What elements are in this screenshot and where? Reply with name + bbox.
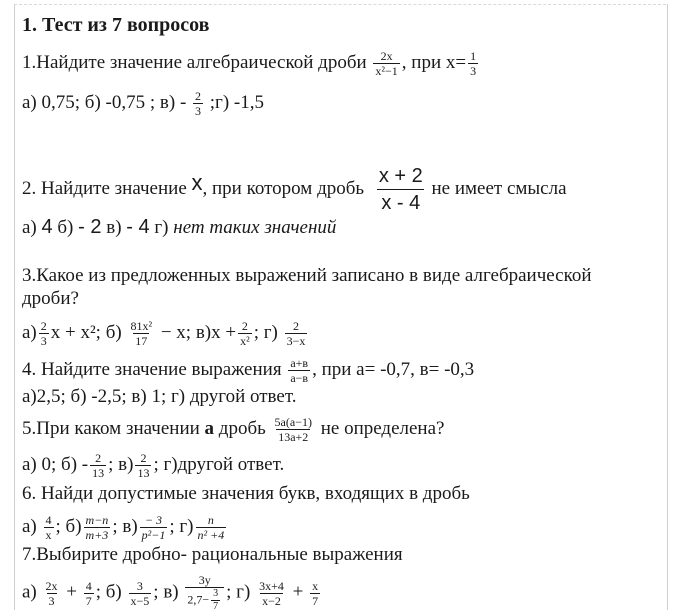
question-5 — [22, 416, 444, 443]
q2-frac-den: x - 4 — [377, 189, 424, 213]
q3-a-label: а) — [22, 321, 37, 343]
q1-answer-fraction — [193, 90, 203, 117]
q6-d-fraction — [196, 514, 227, 541]
q3-d-den: 3−x — [286, 334, 306, 348]
q3-c-den: x² — [240, 334, 250, 348]
q1-x-den: 3 — [470, 64, 477, 78]
q2-c-label: в) — [106, 217, 122, 238]
q7-c-den — [185, 587, 224, 612]
q3-a-fraction — [39, 320, 49, 347]
q5-frac-num: 5a(a−1) — [274, 415, 312, 429]
q5-end: не определена? — [320, 417, 445, 439]
q7-b-den: x−5 — [130, 593, 150, 608]
q5-c-den: 13 — [137, 466, 150, 480]
q4-text: 4. Найдите значение выражения — [22, 358, 282, 380]
q6-c-den: p²−1 — [141, 528, 166, 542]
q5-b-den: 13 — [92, 466, 105, 480]
q5-answers — [22, 452, 284, 479]
q7-a2-fraction — [84, 580, 94, 607]
q4-fraction — [288, 357, 310, 384]
q7-a-label: а) — [22, 581, 37, 603]
question-4 — [22, 357, 474, 384]
question-6: 6. Найди допустимые значения букв, входящих в дробь — [22, 483, 470, 504]
q2-d-value: нет таких значений — [173, 217, 337, 238]
q1-text: 1.Найдите значение алгебраической дроби — [22, 51, 367, 73]
q1-frac-num: 2x — [380, 49, 393, 63]
test-title: 1. Тест из 7 вопросов — [22, 14, 210, 36]
q5-b-fraction — [90, 452, 106, 479]
q6-a-label: а) — [22, 515, 37, 537]
q1-ans-num: 2 — [195, 89, 202, 103]
q5-ans-end: ; г)другой ответ. — [153, 453, 285, 475]
q3-a-den: 3 — [40, 334, 47, 348]
q1-ans-den: 3 — [195, 104, 202, 118]
q5-ans-a: а) 0; б) - — [22, 453, 89, 475]
q7-c-fraction — [185, 574, 224, 612]
q1-x-num: 1 — [470, 49, 477, 63]
q3-b-den: 17 — [135, 334, 148, 348]
q1-answers-end: ;г) -1,5 — [209, 91, 264, 113]
q7-d2-fraction — [310, 580, 320, 607]
q4-answers: а)2,5; б) -2,5; в) 1; г) другой ответ. — [22, 386, 297, 407]
q6-d-den: n² +4 — [197, 528, 225, 542]
q1-x-fraction — [468, 50, 478, 77]
question-1 — [22, 50, 480, 77]
q7-c-den-den: 7 — [213, 601, 219, 612]
q7-b-label: ; б) — [95, 581, 122, 603]
q3-a-num: 2 — [40, 319, 47, 333]
q5-mid: дробь — [218, 417, 266, 439]
q2-a-label: а) — [22, 217, 37, 238]
q7-d1-den: x−2 — [262, 593, 281, 608]
q2-var: x — [191, 170, 203, 195]
q4-condition: , при a= -0,7, в= -0,3 — [312, 358, 475, 380]
question-3-line-2: дроби? — [22, 288, 79, 309]
q4-frac-den: a−в — [290, 371, 309, 385]
q1-condition: , при x= — [401, 51, 467, 73]
q3-b-fraction — [128, 320, 154, 347]
q3-c-fraction — [238, 320, 252, 347]
q1-fraction — [373, 50, 399, 77]
question-2 — [22, 158, 567, 215]
q7-c-den-fraction — [211, 589, 220, 612]
q2-fraction — [375, 166, 427, 213]
q7-d-label: ; г) — [226, 581, 251, 603]
q4-frac-num: a+в — [290, 356, 309, 370]
q3-b-label: б) — [105, 321, 122, 343]
q7-d1-num: 3x+4 — [259, 578, 284, 593]
q7-c-label: ; в) — [153, 581, 179, 603]
q5-b-num: 2 — [95, 451, 102, 465]
q6-d-label: ; г) — [169, 515, 194, 537]
q6-c-num: − 3 — [144, 513, 163, 527]
q3-d-label: г) — [263, 321, 278, 343]
q6-a-fraction — [44, 514, 54, 541]
q2-c-value: - 4 — [126, 216, 150, 238]
q3-b-rest: − x; — [160, 321, 192, 343]
q2-b-value: - 2 — [78, 216, 102, 238]
q5-text: 5.При каком значении — [22, 417, 200, 439]
q7-a2-num: 4 — [85, 578, 92, 593]
q2-a-value: 4 — [41, 216, 53, 238]
q6-b-fraction — [84, 514, 111, 541]
q5-frac-den: 13a+2 — [278, 430, 309, 444]
q5-c-fraction — [135, 452, 151, 479]
question-3-line-1: 3.Какое из предложенных выражений записано в виде алгебраической — [22, 265, 592, 286]
q7-b-fraction — [129, 580, 152, 607]
q6-b-label: ; б) — [55, 515, 82, 537]
q3-answers — [22, 320, 309, 347]
q5-fraction — [273, 416, 314, 443]
q3-c-rest: ; — [253, 321, 259, 343]
q2-mid: , при котором дробь — [202, 178, 365, 199]
q7-d2-num: x — [312, 578, 319, 593]
q3-a-rest: x + x²; — [50, 321, 101, 343]
q7-c-den-text: 2,7− — [187, 592, 210, 607]
q6-b-num: m−n — [85, 513, 109, 527]
q2-answers — [22, 216, 336, 239]
q2-frac-num: x + 2 — [378, 165, 423, 188]
q7-a-plus: + — [66, 581, 77, 603]
q5-bold-var: а — [204, 417, 215, 439]
q6-b-den: m+3 — [85, 528, 109, 542]
q3-c-num: 2 — [241, 319, 248, 333]
q3-c-label: в)x + — [195, 321, 237, 343]
q2-d-label: г) — [154, 217, 169, 238]
q3-b-num: 81x² — [130, 319, 153, 333]
q7-answers — [22, 574, 322, 612]
q7-a2-den: 7 — [85, 593, 92, 608]
q6-c-fraction — [140, 514, 168, 541]
q7-d1-fraction — [257, 580, 286, 607]
q7-a1-fraction — [44, 580, 60, 607]
q1-answers — [22, 90, 264, 117]
q5-ans-b: ; в) — [108, 453, 134, 475]
q2-b-label: б) — [57, 217, 74, 238]
q5-c-num: 2 — [140, 451, 147, 465]
q7-d-plus: + — [292, 581, 304, 603]
q7-c-den-num: 3 — [213, 588, 219, 599]
q6-a-num: 4 — [45, 513, 52, 527]
q7-c-num: 3y — [198, 573, 211, 587]
q3-d-num: 2 — [293, 319, 299, 333]
q7-b-num: 3 — [136, 578, 143, 593]
q2-text: 2. Найдите значение — [22, 178, 187, 199]
question-7: 7.Выбирите дробно- рациональные выражения — [22, 544, 403, 565]
q6-c-label: ; в) — [112, 515, 138, 537]
q6-d-num: n — [207, 513, 214, 527]
q7-d2-den: 7 — [312, 593, 319, 608]
q1-frac-den: x²−1 — [375, 64, 398, 78]
q7-a1-num: 2x — [45, 578, 58, 593]
q3-d-fraction — [285, 320, 308, 347]
q7-a1-den: 3 — [48, 593, 55, 608]
q2-end: не имеет смысла — [431, 178, 567, 199]
q6-a-den: x — [45, 528, 52, 542]
q1-answers-start: а) 0,75; б) -0,75 ; в) - — [22, 91, 187, 113]
q6-answers — [22, 514, 228, 541]
